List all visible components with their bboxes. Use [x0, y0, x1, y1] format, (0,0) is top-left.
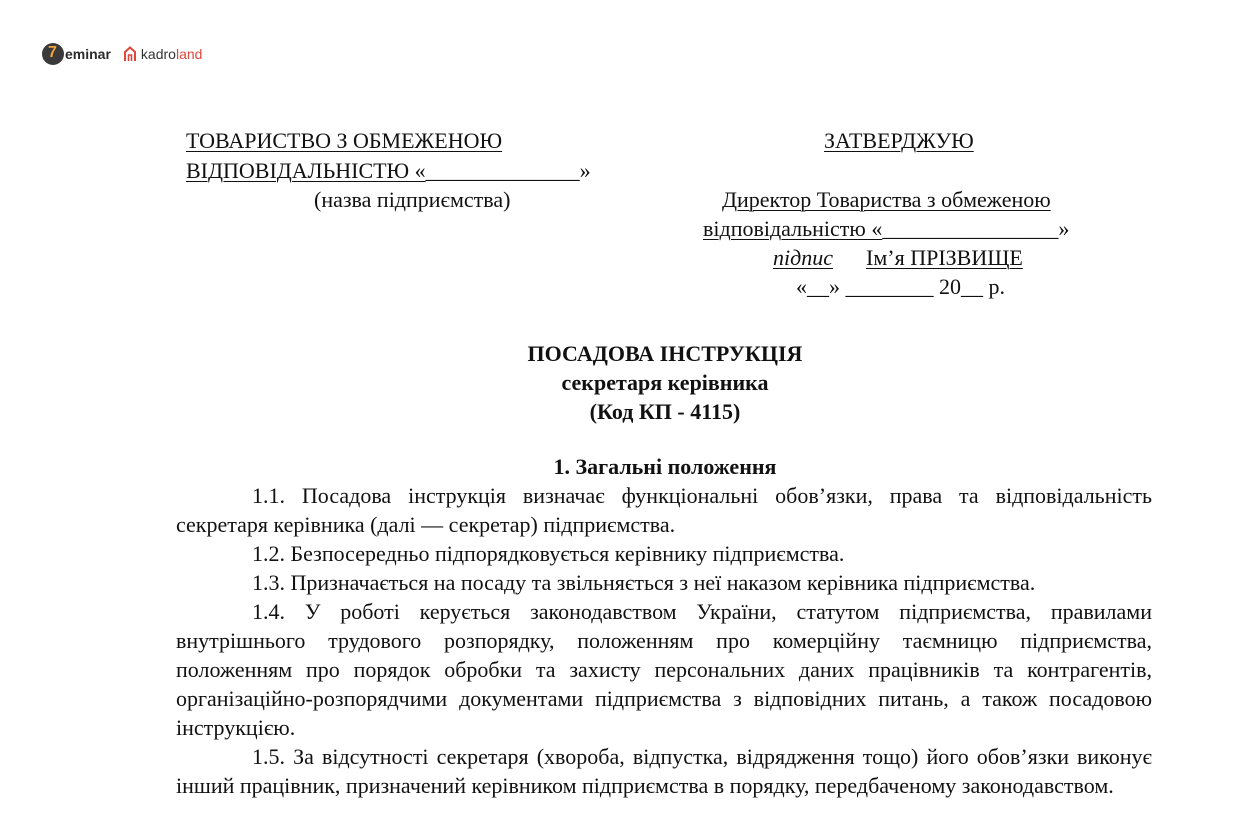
director-title-line1: Директор Товариства з обмеженою [722, 187, 1051, 212]
seminar-logo [42, 43, 111, 65]
section-body [176, 481, 1152, 800]
paragraph-1-3: 1.3. Призначається на посаду та звільняється з неї наказом керівника підприємства. [252, 570, 1036, 595]
company-name-caption: (назва підприємства) [314, 187, 511, 212]
seminar-logo-icon [42, 43, 64, 65]
document-title-line2: секретаря керівника [561, 370, 769, 395]
document-title-line1: ПОСАДОВА ІНСТРУКЦІЯ [527, 341, 803, 366]
document-title [0, 339, 1240, 426]
kadroland-prefix: kadro [140, 46, 176, 62]
kadroland-logo [123, 46, 203, 62]
director-title-line2 [703, 215, 1069, 243]
director-title-line2-end: » [1058, 216, 1070, 241]
paragraph-1-1: 1.1. Посадова інструкція визначає функціональні обов’язки, права та відповідальність секретаря керівника (далі — секретар) підприємства. [176, 483, 1152, 537]
signature-label: підпис [773, 245, 834, 270]
paragraph-1-4: 1.4. У роботі керується законодавством України, статутом підприємства, правилами внутрішнього трудового розпорядку, положенням про комерційну таємницю підприємства, положенням про порядок обробки та захисту персональних даних працівників та контрагентів, організаційно-розпорядчими документами підприємства з відповідних питань, а також посадовою інструкцією. [176, 599, 1152, 740]
director-title-line2-start: відповідальністю « [703, 216, 883, 241]
signature-line [773, 244, 1023, 272]
company-type-line2-end: » [579, 158, 591, 183]
header-logos [42, 40, 202, 68]
paragraph-1-5: 1.5. За відсутності секретаря (хвороба, відпустка, відрядження тощо) його обов’язки виконує інший працівник, призначений керівником підприємства в порядку, передбаченому законодавством. [176, 744, 1152, 798]
company-type-line1: ТОВАРИСТВО З ОБМЕЖЕНОЮ [186, 128, 503, 153]
company-name-blank: ______________ [425, 158, 580, 183]
document-title-line3: (Код КП - 4115) [589, 399, 741, 424]
company-type-line2 [186, 157, 591, 185]
kadroland-house-icon [123, 46, 137, 62]
approval-date: «__» ________ 20__ р. [796, 274, 1005, 299]
director-name: Ім’я ПРІЗВИЩЕ [866, 245, 1023, 270]
director-company-blank: ________________ [882, 216, 1059, 241]
paragraph-1-2: 1.2. Безпосередньо підпорядковується керівнику підприємства. [252, 541, 845, 566]
seminar-logo-text: eminar [65, 46, 111, 62]
kadroland-suffix: land [175, 46, 203, 62]
section-heading: 1. Загальні положення [553, 454, 777, 479]
approve-label: ЗАТВЕРДЖУЮ [824, 128, 974, 153]
company-type-line2-start: ВІДПОВІДАЛЬНІСТЮ « [186, 158, 426, 183]
